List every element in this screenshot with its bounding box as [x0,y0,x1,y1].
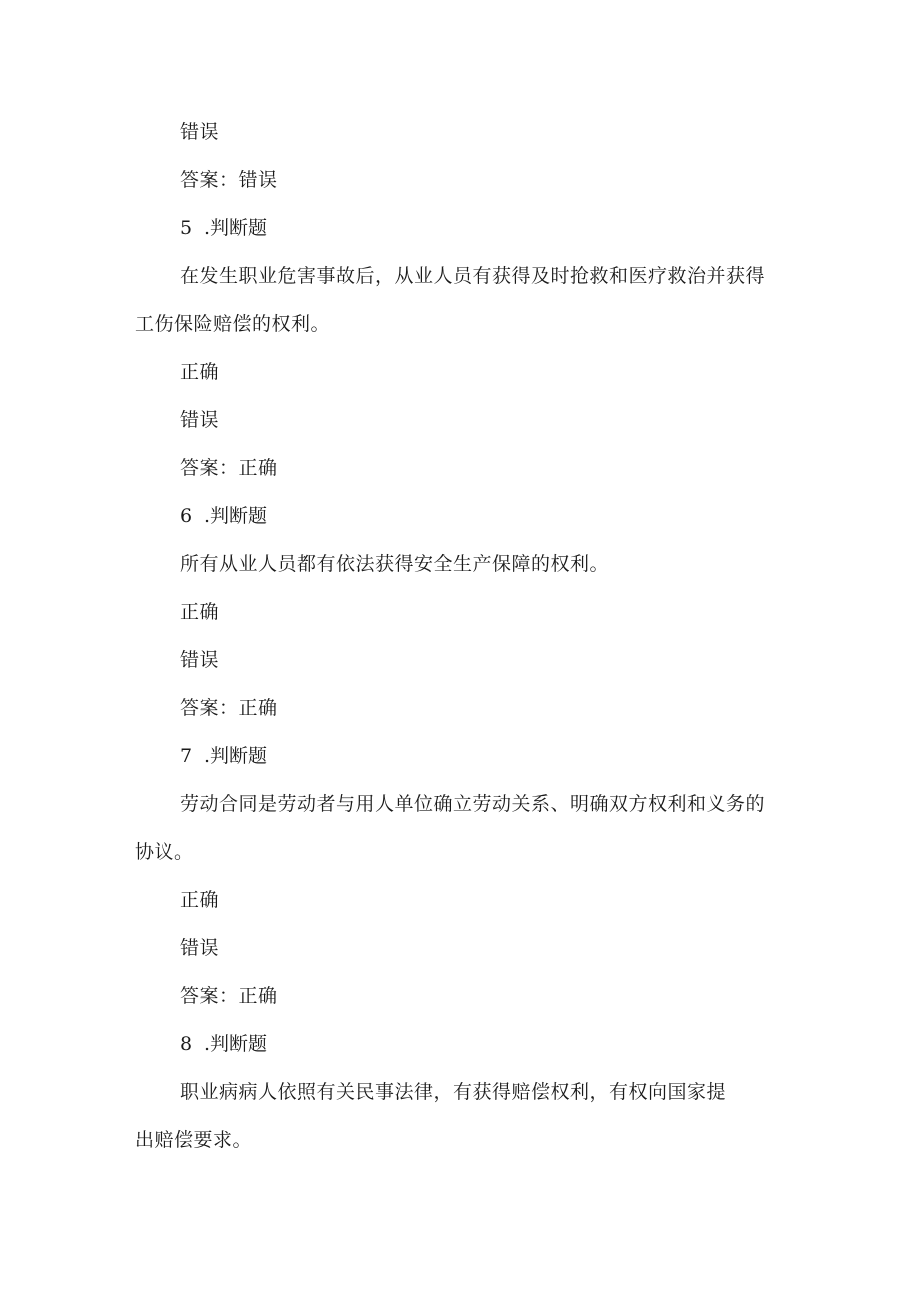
question-type: .判断题 [204,217,268,239]
question-heading [180,216,267,240]
option-correct: 正确 [180,601,220,623]
question-number: 8 [180,1033,193,1055]
option-correct: 正确 [180,889,220,911]
question-text: 所有从业人员都有依法获得安全生产保障的权利。 [180,553,610,575]
option-wrong: 错误 [180,121,220,143]
answer-line: 答案：正确 [180,985,278,1007]
option-wrong: 错误 [180,649,220,671]
question-heading [180,504,267,528]
question-number: 6 [180,505,193,527]
answer-line: 答案：正确 [180,457,278,479]
question-text-continued: 协议。 [135,841,194,863]
question-number: 7 [180,745,193,767]
question-text: 劳动合同是劳动者与用人单位确立劳动关系、明确双方权利和义务的 [180,793,766,815]
question-type: .判断题 [204,745,268,767]
option-wrong: 错误 [180,937,220,959]
answer-line: 答案：正确 [180,697,278,719]
option-wrong: 错误 [180,409,220,431]
question-text: 职业病病人依照有关民事法律，有获得赔偿权利，有权向国家提 [180,1081,727,1103]
question-text: 在发生职业危害事故后，从业人员有获得及时抢救和医疗救治并获得 [180,265,766,287]
question-number: 5 [180,217,193,239]
question-type: .判断题 [204,1033,268,1055]
question-text-continued: 出赔偿要求。 [135,1129,253,1151]
question-text-continued: 工伤保险赔偿的权利。 [135,313,331,335]
question-heading [180,744,267,768]
option-correct: 正确 [180,361,220,383]
answer-line: 答案：错误 [180,169,278,191]
question-heading [180,1032,267,1056]
question-type: .判断题 [204,505,268,527]
